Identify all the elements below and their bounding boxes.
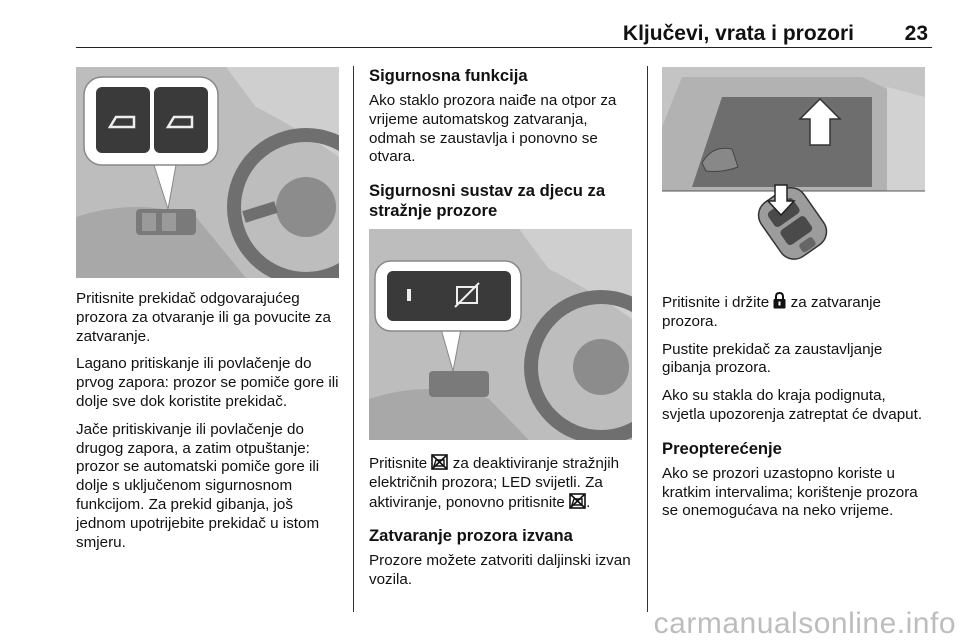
paragraph: Prozore možete zatvoriti daljinski izvan vozila. <box>369 552 631 589</box>
paragraph: Ako su stakla do kraja podignuta, svjetla upozorenja zatreptat će dvaput. <box>662 387 923 423</box>
column-3-text <box>662 292 930 530</box>
column-2-top <box>369 66 635 227</box>
column-1-text <box>76 290 344 561</box>
paragraph: Pustite prekidač za zaustavljanje gibanja prozora. <box>662 340 883 377</box>
paragraph: Lagano pritiskanje ili povlačenje do prvog zapora: prozor se pomiče gore ili dolje sve dok koristite prekidač. <box>76 355 339 410</box>
paragraph: Ako staklo prozora naiđe na otpor za vrijeme automatskog zatvaranja, odmah se zaustavlja i ponovno se otvara. <box>369 92 617 166</box>
figure-window-switches <box>76 67 339 278</box>
paragraph: Jače pritiskivanje ili povlačenje do drugog zapora, a zatim otpuštanje: prozor se automatski pomiče gore ili dolje s uključenom sigurnosnom funkcijom. Za prekid gibanja, još jednom upotrijebite prekidač u istom smjeru. <box>76 420 320 551</box>
column-2-bottom <box>369 454 635 599</box>
heading-safety-function: Sigurnosna funkcija <box>369 66 528 85</box>
child-lock-icon <box>431 454 448 470</box>
lock-icon <box>773 292 786 309</box>
figure-remote-key <box>662 67 925 278</box>
watermark: carmanualsonline.info <box>653 607 956 640</box>
section-title: Ključevi, vrata i prozori <box>622 22 854 45</box>
page-number: 23 <box>904 22 928 45</box>
paragraph: Pritisnite prekidač odgovarajućeg prozora za otvaranje ili ga povucite za zatvaranje. <box>76 290 331 345</box>
paragraph-child-lock: Pritisnite za deaktiviranje stražnjih električnih prozora; LED svijetli. Za aktiviranje, ponovno pritisnite . <box>369 455 620 511</box>
heading-overload: Preopterećenje <box>662 438 782 458</box>
child-lock-icon <box>569 493 586 509</box>
header-rule <box>76 47 932 48</box>
heading-remote-closing: Zatvaranje prozora izvana <box>369 526 573 546</box>
paragraph-hold-lock: Pritisnite i držite za zatvaranje prozora. <box>662 294 882 330</box>
paragraph: Ako se prozori uzastopno koriste u kratkim intervalima; korištenje prozora se onemogućava na neko vrijeme. <box>662 464 918 520</box>
column-divider-2 <box>647 66 648 612</box>
column-divider-1 <box>353 66 354 612</box>
page-header <box>76 22 932 48</box>
heading-child-safety: Sigurnosni sustav za djecu za stražnje prozore <box>369 181 606 221</box>
figure-child-lock-switch <box>369 229 632 440</box>
